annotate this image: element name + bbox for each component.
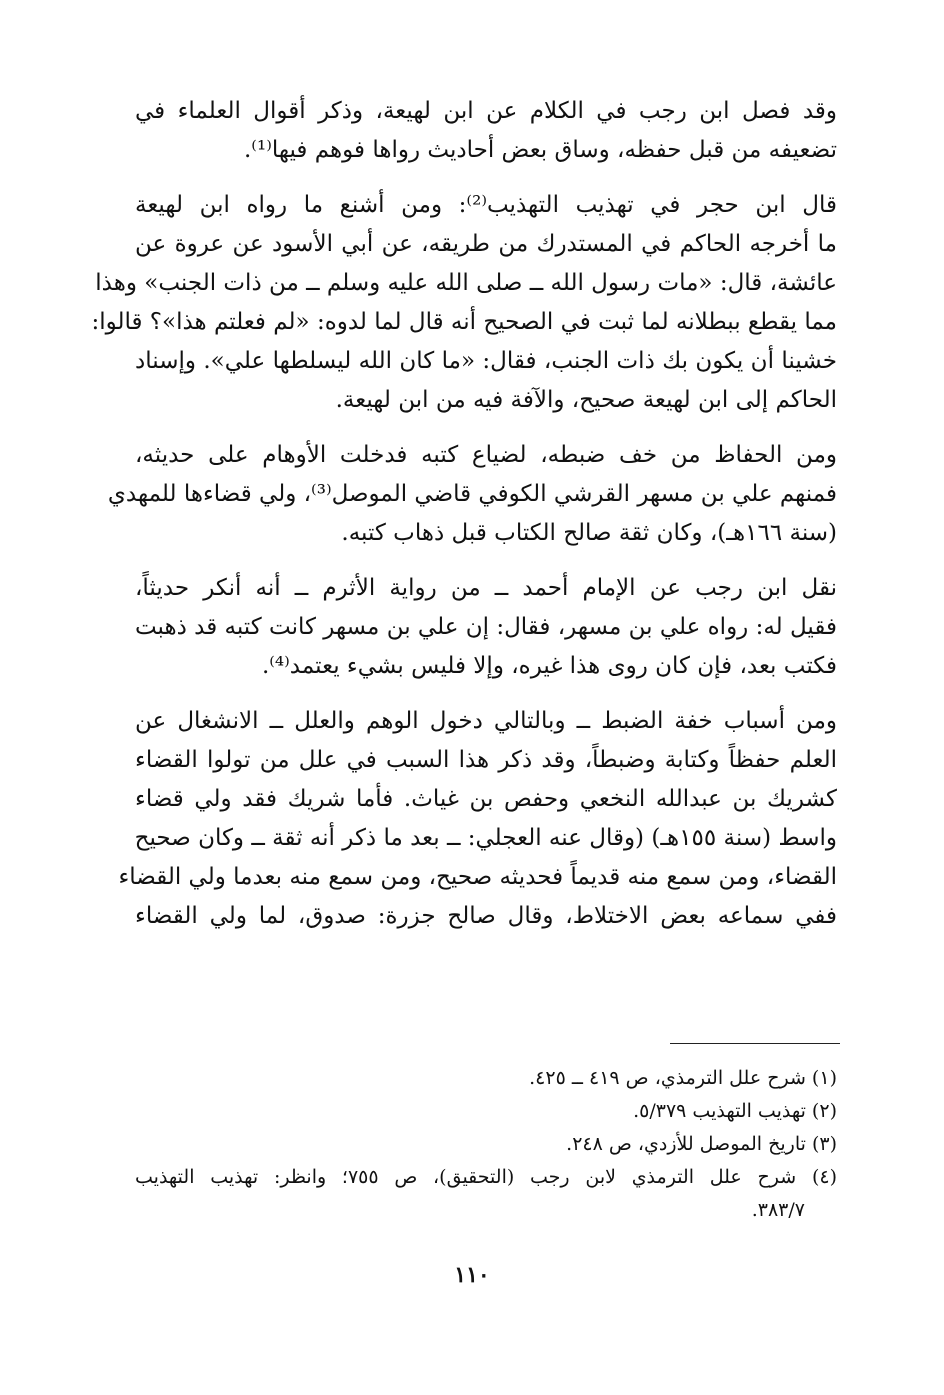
text-line: واسط (سنة ١٥٥هـ) (وقال عنه العجلي: ــ بعد ما ذكر أنه ثقة ــ وكان صحيح <box>134 825 837 851</box>
text-line: فكتب بعد، فإن كان روى هذا غيره، وإلا فليس بشيء يعتمد⁽⁴⁾. <box>261 653 837 679</box>
text-line: الحاكم إلى ابن لهيعة صحيح، والآفة فيه من ابن لهيعة. <box>335 387 837 413</box>
paragraph-2 <box>91 186 837 420</box>
footnote-2: (٢) تهذيب التهذيب ٥/٣٧٩. <box>633 1100 837 1122</box>
text-line: قال ابن حجر في تهذيب التهذيب⁽²⁾: ومن أشنع ما رواه ابن لهيعة <box>135 192 837 218</box>
footnotes <box>135 1062 837 1227</box>
text-line: القضاء، ومن سمع منه قديماً فحديثه صحيح، ومن سمع منه بعدما ولي القضاء <box>118 864 837 890</box>
text-line: (سنة ١٦٦هـ)، وكان ثقة صالح الكتاب قبل ذهاب كتبه. <box>341 520 837 546</box>
footnote-3: (٣) تاريخ الموصل للأزدي، ص ٢٤٨. <box>566 1133 837 1155</box>
text-line: ومن أسباب خفة الضبط ــ وبالتالي دخول الوهم والعلل ــ الانشغال عن <box>135 708 837 734</box>
text-line: عائشة، قال: «مات رسول الله ــ صلى الله عليه وسلم ــ من ذات الجنب» وهذا <box>95 270 837 296</box>
text-line: العلم حفظاً وكتابة وضبطاً، وقد ذكر هذا السبب في علل من تولوا القضاء <box>135 747 837 773</box>
page-number: ١١٠ <box>454 1262 490 1288</box>
footnote-4-continuation: ٣٨٣/٧. <box>751 1199 805 1221</box>
text-line: ما أخرجه الحاكم في المستدرك من طريقه، عن أبي الأسود عن عروة عن <box>135 231 837 257</box>
text-line: ففي سماعه بعض الاختلاط، وقال صالح جزرة: صدوق، لما ولي القضاء <box>135 903 837 929</box>
text-line: نقل ابن رجب عن الإمام أحمد ــ من رواية الأثرم ــ أنه أنكر حديثاً، <box>135 575 837 601</box>
text-line: فمنهم علي بن مسهر القرشي الكوفي قاضي الموصل⁽³⁾، ولي قضاءها للمهدي <box>107 481 837 507</box>
paragraph-4 <box>135 569 837 686</box>
text-line: كشريك بن عبدالله النخعي وحفص بن غياث. فأما شريك فقد ولي قضاء <box>135 786 837 812</box>
paragraph-3 <box>107 436 837 553</box>
footnote-separator <box>670 1043 840 1044</box>
text-line: خشينا أن يكون بك ذات الجنب، فقال: «ما كان الله ليسلطها علي». وإسناد <box>135 348 837 374</box>
text-line: تضعيفه من قبل حفظه، وساق بعض أحاديث رواها فوهم فيها⁽¹⁾. <box>243 137 837 163</box>
paragraph-1 <box>135 92 837 170</box>
main-text <box>91 92 837 952</box>
footnote-4: (٤) شرح علل الترمذي لابن رجب (التحقيق)، ص ٧٥٥؛ وانظر: تهذيب التهذيب <box>135 1166 837 1188</box>
text-line: مما يقطع ببطلانه لما ثبت في الصحيح أنه قال لما لدوه: «لم فعلتم هذا»؟ قالوا: <box>91 309 837 335</box>
text-line: ومن الحفاظ من خف ضبطه، لضياع كتبه فدخلت الأوهام على حديثه، <box>135 442 837 468</box>
footnote-1: (١) شرح علل الترمذي، ص ٤١٩ ــ ٤٢٥. <box>529 1067 837 1089</box>
text-line: وقد فصل ابن رجب في الكلام عن ابن لهيعة، وذكر أقوال العلماء في <box>135 98 837 124</box>
paragraph-5 <box>118 702 837 936</box>
text-line: فقيل له: رواه علي بن مسهر، فقال: إن علي بن مسهر كانت كتبه قد ذهبت <box>134 614 837 640</box>
